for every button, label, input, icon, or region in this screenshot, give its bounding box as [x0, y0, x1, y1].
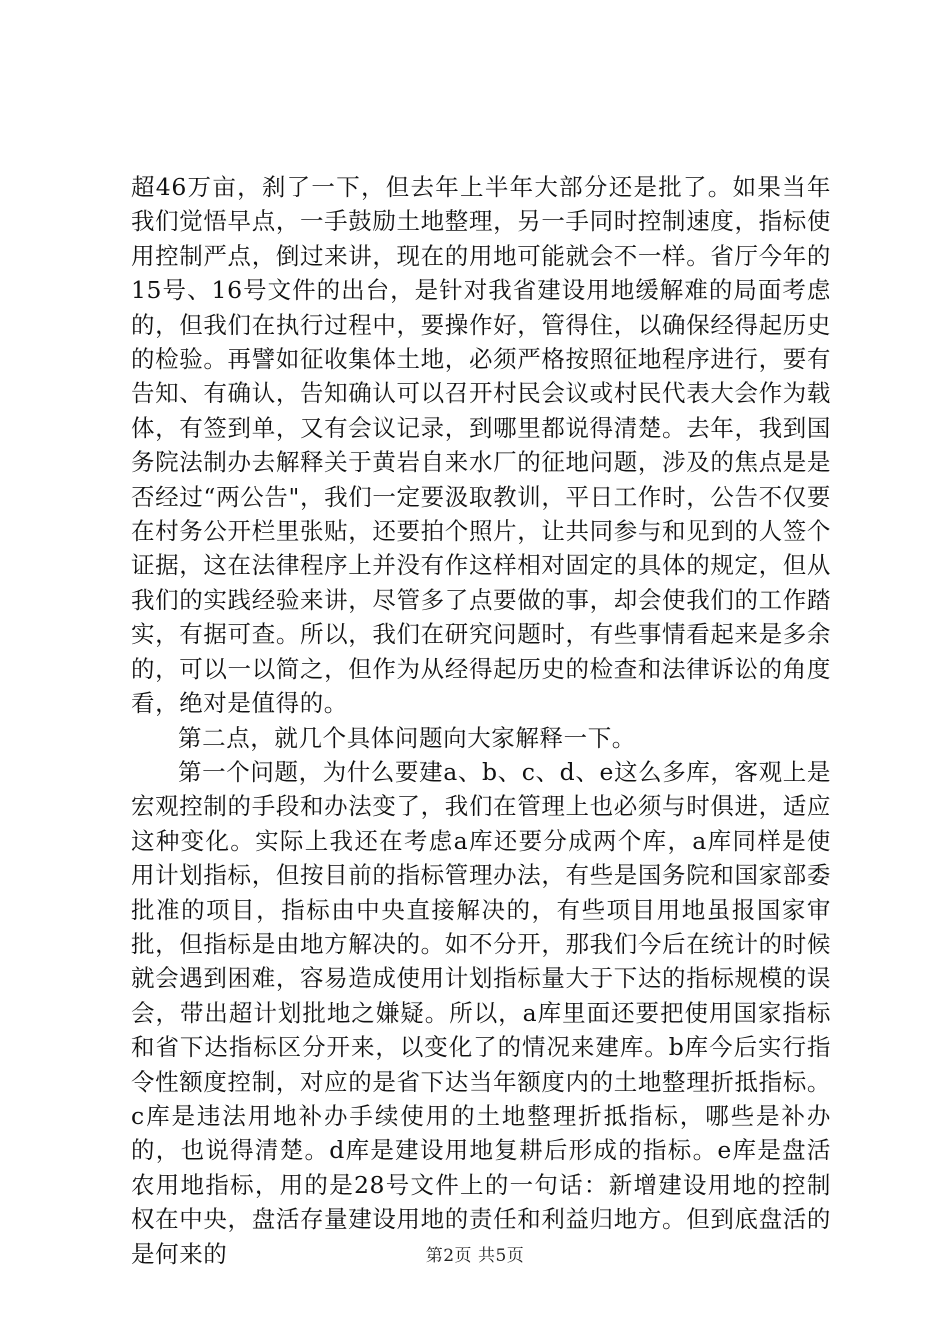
paragraph-2: 第二点，就几个具体问题向大家解释一下。: [178, 723, 636, 752]
page-number-footer: 第2页 共5页: [425, 1246, 525, 1266]
document-body: [131, 170, 831, 1271]
paragraph-1: 超46万亩，刹了一下，但去年上半年大部分还是批了。如果当年我们觉悟早点，一手鼓励土地整理，另一手同时控制速度，指标使用控制严点，倒过来讲，现在的用地可能就会不一样。省厅今年的15号、16号文件的出台，是针对我省建设用地缓解难的局面考虑的，但我们在执行过程中，要操作好，管得住，以确保经得起历史的检验。再譬如征收集体土地，必须严格按照征地程序进行，要有告知、有确认，告知确认可以召开村民会议或村民代表大会作为载体，有签到单，又有会议记录，到哪里都说得清楚。去年，我到国务院法制办去解释关于黄岩自来水厂的征地问题，涉及的焦点是是否经过“两公告"，我们一定要汲取教训，平日工作时，公告不仅要在村务公开栏里张贴，还要拍个照片，让共同参与和见到的人签个证据，这在法律程序上并没有作这样相对固定的具体的规定，但从我们的实践经验来讲，尽管多了点要做的事，却会使我们的工作踏实，有据可查。所以，我们在研究问题时，有些事情看起来是多余的，可以一以简之，但作为从经得起历史的检查和法律诉讼的角度看，绝对是值得的。: [131, 173, 831, 718]
paragraph-3: 第一个问题，为什么要建a、b、c、d、e这么多库，客观上是宏观控制的手段和办法变了，我们在管理上也必须与时俱进，适应这种变化。实际上我还在考虑a库还要分成两个库，a库同样是使用计划指标，但按目前的指标管理办法，有些是国务院和国家部委批准的项目，指标由中央直接解决的，有些项目用地虽报国家审批，但指标是由地方解决的。如不分开，那我们今后在统计的时候就会遇到困难，容易造成使用计划指标量大于下达的指标规模的误会，带出超计划批地之嫌疑。所以，a库里面还要把使用国家指标和省下达指标区分开来，以变化了的情况来建库。b库今后实行指令性额度控制，对应的是省下达当年额度内的土地整理折抵指标。c库是违法用地补办手续使用的土地整理折抵指标，哪些是补办的，也说得清楚。d库是建设用地复耕后形成的指标。e库是盘活农用地指标，用的是28号文件上的一句话：新增建设用地的控制权在中央，盘活存量建设用地的责任和利益归地方。但到底盘活的是何来的: [131, 757, 831, 1268]
